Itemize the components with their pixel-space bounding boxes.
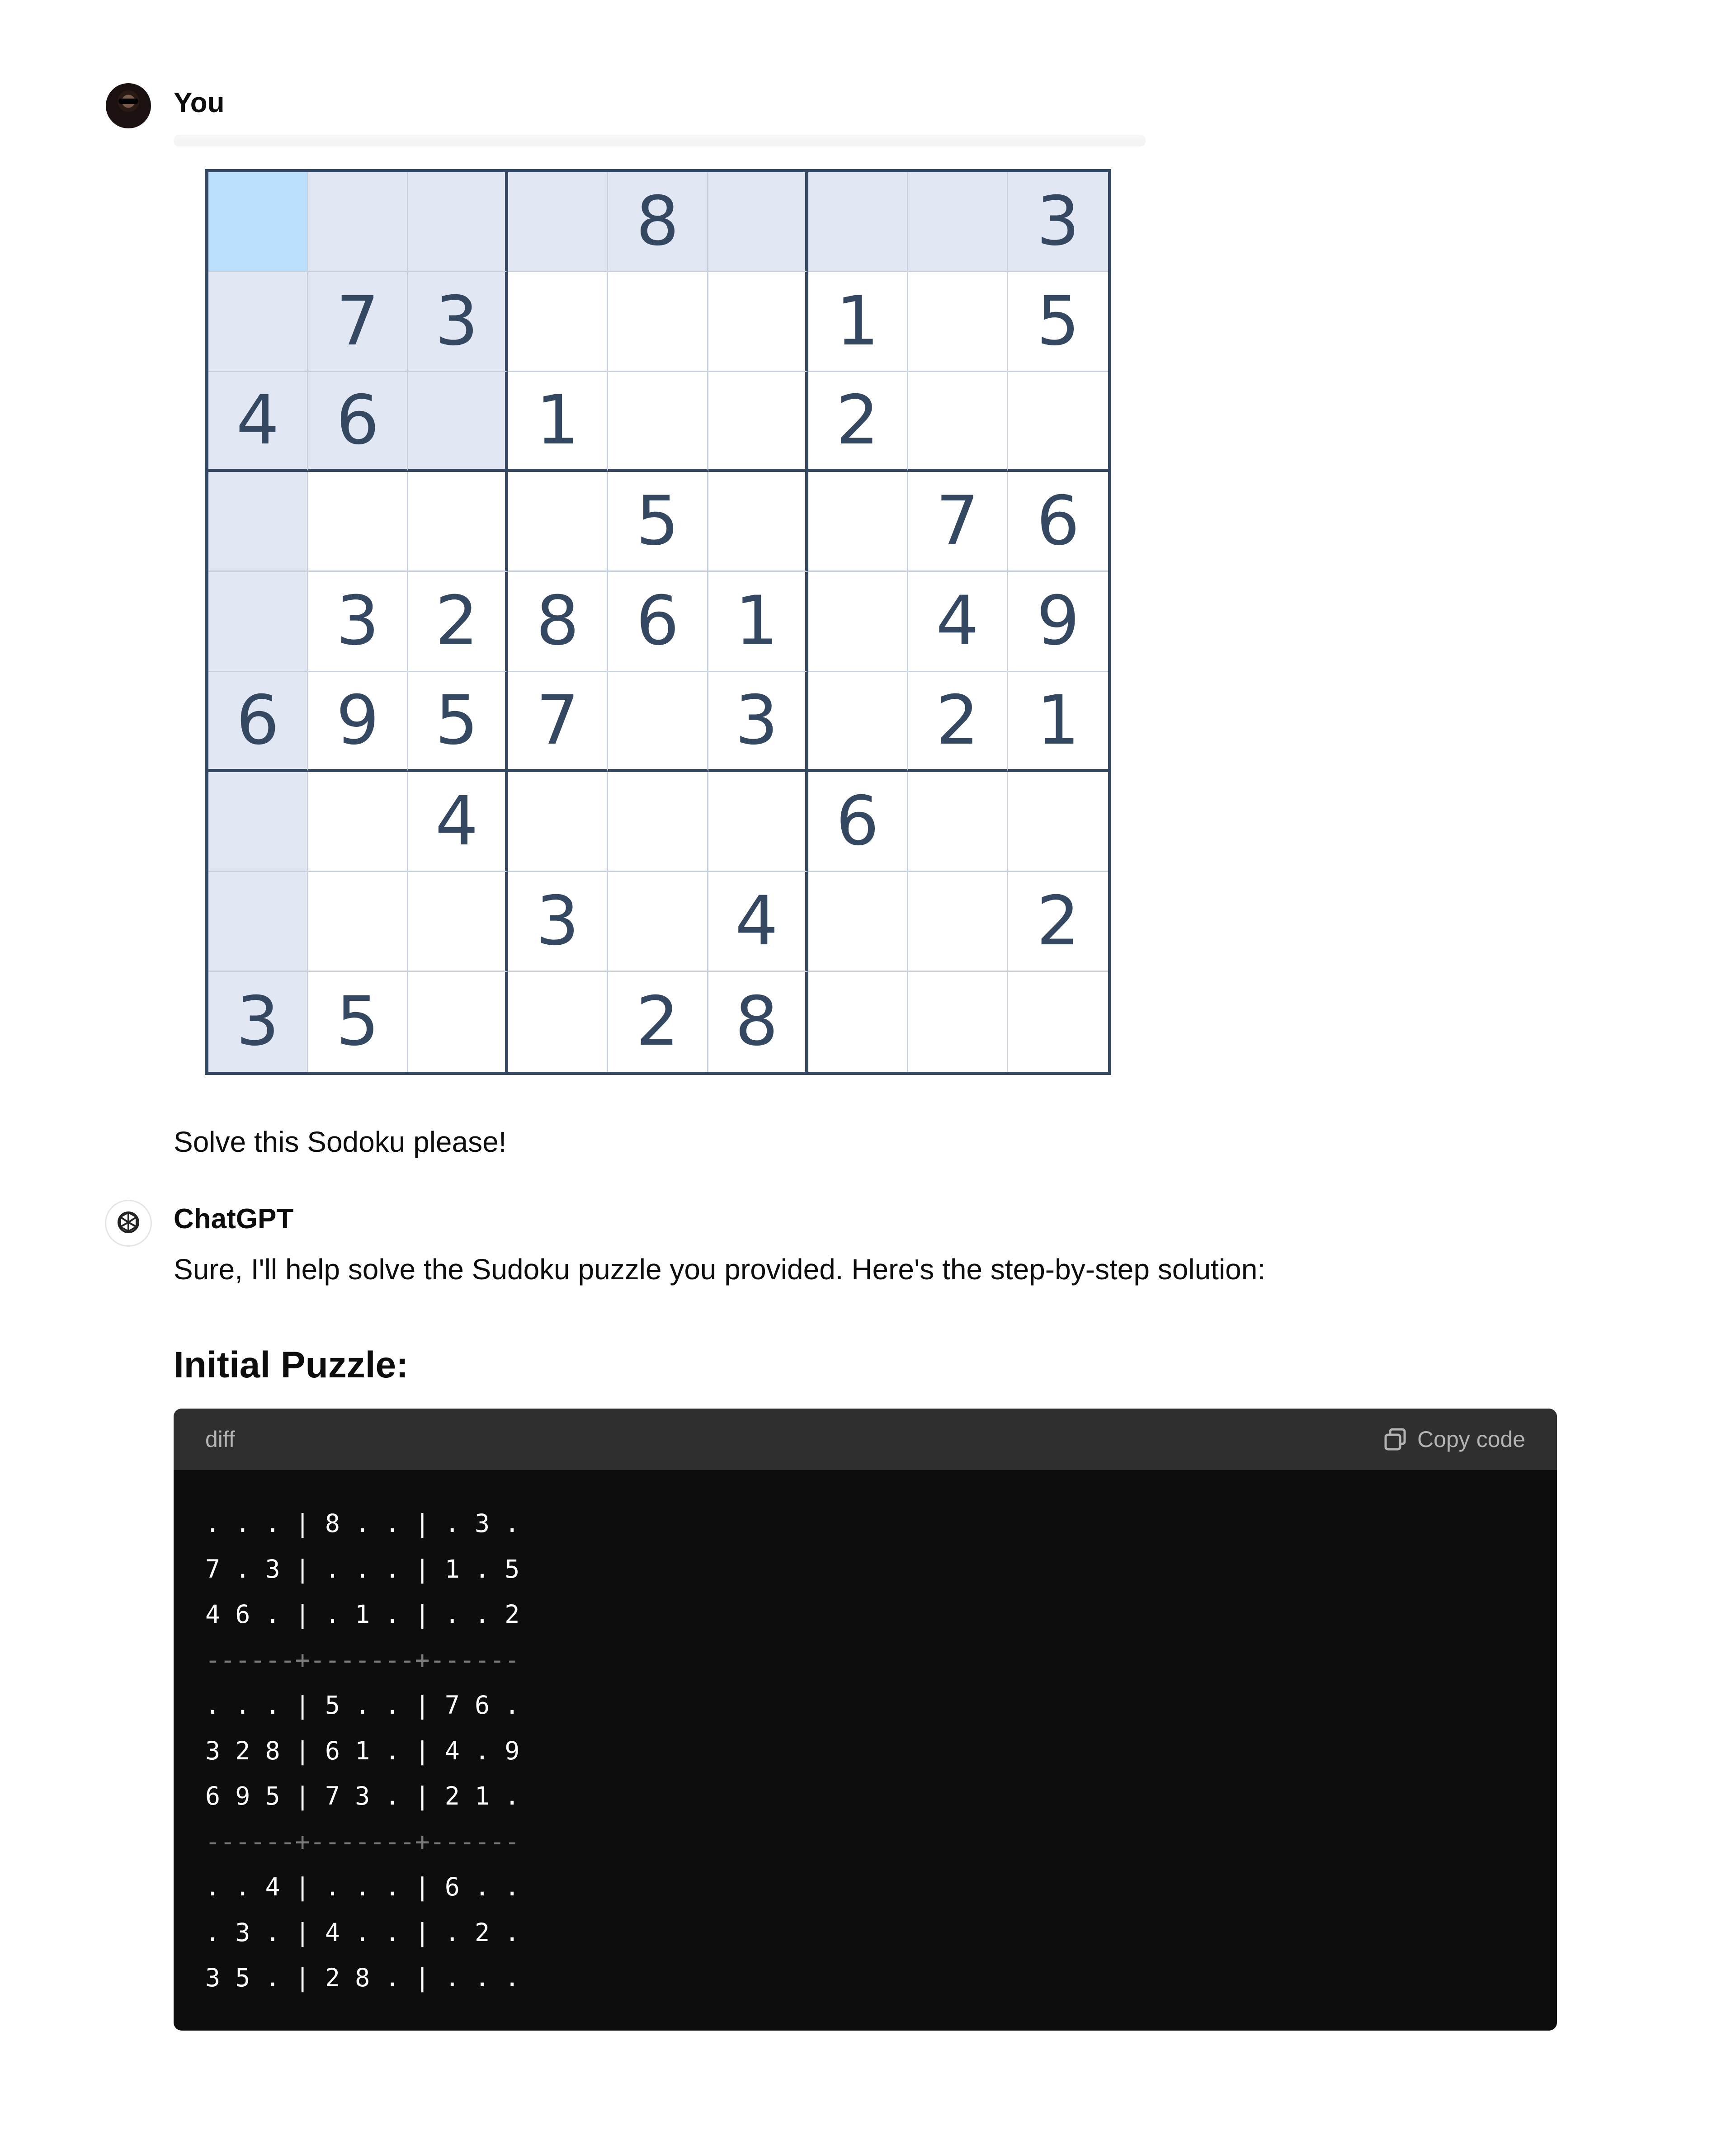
sudoku-cell[interactable] [408,372,508,472]
sudoku-cell[interactable] [308,872,408,972]
sudoku-cell[interactable]: 3 [208,972,308,1072]
sudoku-cell[interactable] [408,872,508,972]
sudoku-cell[interactable]: 8 [508,572,608,672]
user-author-name: You [174,87,225,118]
sudoku-cell[interactable] [908,872,1008,972]
code-content[interactable] [205,1501,519,2001]
sudoku-cell[interactable]: 6 [808,772,908,872]
code-line: 3 5 . | 2 8 . | . . . [205,1963,520,1992]
sudoku-cell[interactable]: 4 [908,572,1008,672]
sudoku-cell[interactable] [508,772,608,872]
sudoku-cell[interactable]: 2 [408,572,508,672]
sudoku-cell[interactable]: 7 [308,272,408,372]
sudoku-cell[interactable] [808,472,908,572]
sudoku-cell[interactable] [708,172,808,272]
code-line: 7 . 3 | . . . | 1 . 5 [205,1554,520,1584]
sudoku-cell[interactable] [208,572,308,672]
sudoku-cell[interactable] [608,672,708,772]
sudoku-cell[interactable] [908,372,1008,472]
sudoku-cell[interactable] [708,272,808,372]
code-line: ------+-------+------ [205,1645,520,1674]
code-line: . 3 . | 4 . . | . 2 . [205,1918,520,1947]
sudoku-cell[interactable]: 7 [508,672,608,772]
sudoku-cell[interactable] [808,172,908,272]
sudoku-cell[interactable] [608,872,708,972]
sudoku-cell[interactable]: 6 [208,672,308,772]
sudoku-cell[interactable] [208,272,308,372]
sudoku-cell[interactable] [208,872,308,972]
sudoku-cell[interactable]: 1 [1008,672,1108,772]
sudoku-cell[interactable] [908,772,1008,872]
chatgpt-logo-icon [105,1200,152,1247]
sudoku-cell[interactable] [808,972,908,1072]
user-message-text: Solve this Sodoku please! [174,1126,507,1158]
sudoku-cell[interactable] [808,872,908,972]
code-block-header [174,1409,1557,1470]
sudoku-image[interactable] [205,169,1111,1075]
sudoku-cell[interactable]: 6 [608,572,708,672]
sudoku-cell[interactable]: 1 [808,272,908,372]
code-line: 3 2 8 | 6 1 . | 4 . 9 [205,1736,520,1765]
sudoku-cell[interactable]: 3 [508,872,608,972]
sudoku-cell[interactable] [308,772,408,872]
assistant-intro-text: Sure, I'll help solve the Sudoku puzzle you provided. Here's the step-by-step solution: [174,1253,1266,1286]
sudoku-cell[interactable] [908,272,1008,372]
sudoku-cell[interactable] [608,372,708,472]
sudoku-cell[interactable] [508,172,608,272]
sudoku-cell[interactable]: 5 [1008,272,1108,372]
sudoku-cell[interactable] [508,472,608,572]
sudoku-cell[interactable] [908,172,1008,272]
sudoku-cell[interactable]: 3 [308,572,408,672]
code-line: . . 4 | . . . | 6 . . [205,1872,520,1901]
code-line: 4 6 . | . 1 . | . . 2 [205,1600,520,1629]
sudoku-cell[interactable] [308,172,408,272]
sudoku-cell[interactable] [208,472,308,572]
sudoku-cell[interactable] [908,972,1008,1072]
sudoku-cell[interactable] [608,272,708,372]
user-avatar [106,83,151,128]
sudoku-cell[interactable] [508,972,608,1072]
sudoku-cell[interactable]: 8 [708,972,808,1072]
sudoku-cell[interactable]: 4 [408,772,508,872]
sudoku-cell[interactable] [408,972,508,1072]
sudoku-cell[interactable] [1008,372,1108,472]
message-divider [174,135,1146,146]
sudoku-cell[interactable]: 5 [308,972,408,1072]
code-line: . . . | 8 . . | . 3 . [205,1509,520,1538]
sudoku-cell[interactable]: 3 [1008,172,1108,272]
copy-code-button[interactable] [1383,1409,1525,1470]
sudoku-cell[interactable]: 6 [308,372,408,472]
sudoku-cell[interactable] [708,472,808,572]
sudoku-cell[interactable]: 4 [708,872,808,972]
sudoku-cell[interactable]: 4 [208,372,308,472]
sudoku-cell[interactable] [408,472,508,572]
sudoku-cell[interactable]: 1 [508,372,608,472]
sudoku-cell[interactable] [308,472,408,572]
sudoku-cell[interactable] [508,272,608,372]
sudoku-cell[interactable] [208,772,308,872]
sudoku-cell[interactable] [608,772,708,872]
sudoku-cell[interactable] [208,172,308,272]
sudoku-cell[interactable]: 5 [408,672,508,772]
sudoku-cell[interactable] [1008,772,1108,872]
sudoku-cell[interactable]: 2 [1008,872,1108,972]
code-block [174,1409,1557,2031]
sudoku-cell[interactable]: 3 [708,672,808,772]
assistant-author-name: ChatGPT [174,1203,294,1235]
section-heading: Initial Puzzle: [174,1344,409,1386]
sudoku-cell[interactable] [808,572,908,672]
sudoku-cell[interactable]: 1 [708,572,808,672]
sudoku-cell[interactable] [408,172,508,272]
sudoku-cell[interactable]: 7 [908,472,1008,572]
sudoku-cell[interactable] [708,372,808,472]
code-line: . . . | 5 . . | 7 6 . [205,1691,520,1720]
sudoku-cell[interactable]: 6 [1008,472,1108,572]
sudoku-cell[interactable] [1008,972,1108,1072]
sudoku-cell[interactable] [808,672,908,772]
sudoku-cell[interactable]: 9 [308,672,408,772]
code-line: ------+-------+------ [205,1827,520,1856]
sudoku-cell[interactable]: 8 [608,172,708,272]
sudoku-cell[interactable]: 2 [908,672,1008,772]
sudoku-cell[interactable]: 3 [408,272,508,372]
sudoku-cell[interactable]: 5 [608,472,708,572]
code-line: 6 9 5 | 7 3 . | 2 1 . [205,1782,520,1810]
sudoku-cell[interactable]: 2 [808,372,908,472]
copy-icon [1383,1427,1408,1452]
sudoku-cell[interactable] [708,772,808,872]
copy-code-label: Copy code [1417,1427,1525,1452]
code-language-label: diff [205,1427,235,1452]
sudoku-cell[interactable]: 9 [1008,572,1108,672]
sudoku-cell[interactable]: 2 [608,972,708,1072]
